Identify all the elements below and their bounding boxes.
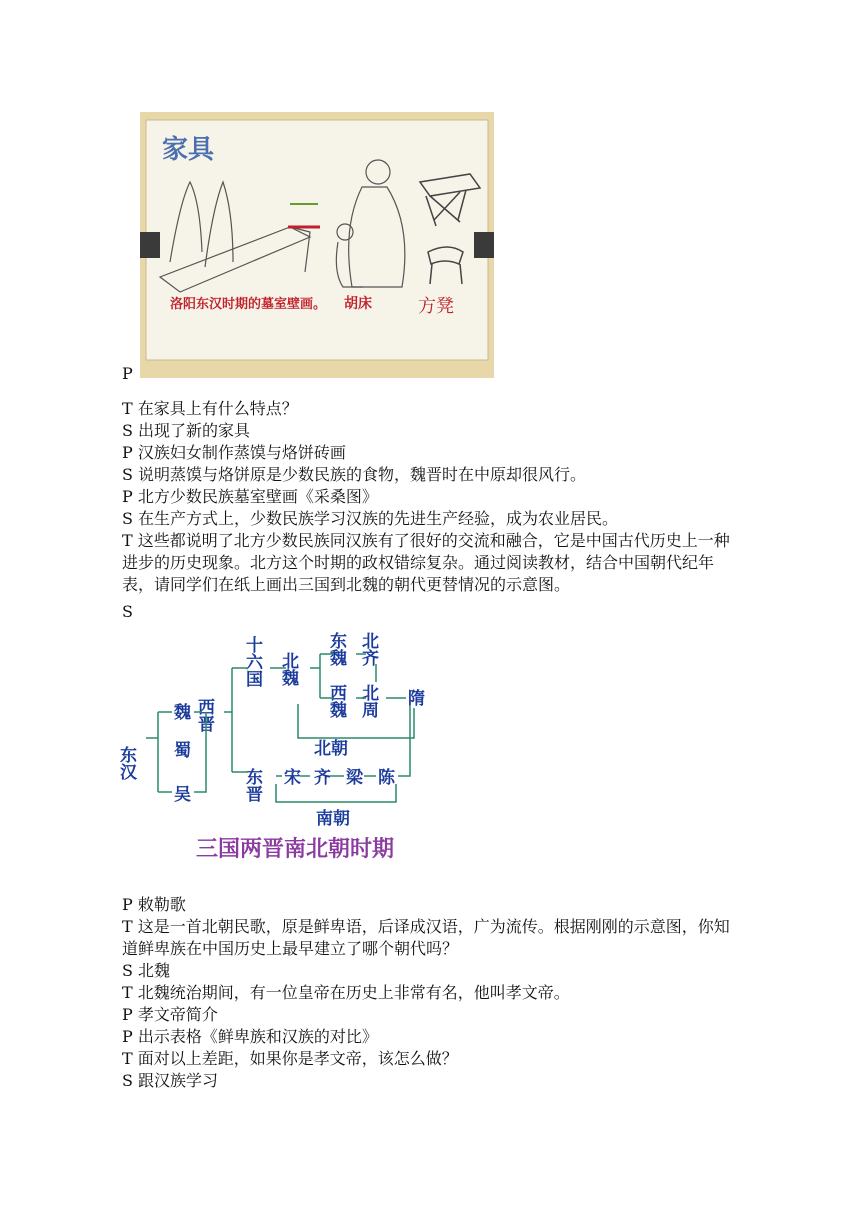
figure1-caption-mid: 胡床 [344,296,372,312]
node-shu: 蜀 [174,741,191,761]
text-line: T 在家具上有什么特点？ [122,399,298,418]
text-line: T 面对以上差距，如果你是孝文帝，该怎么做？ [122,1049,458,1068]
label-beichao: 北朝 [314,739,348,759]
node-beizhou: 北周 [358,684,378,718]
text-line: S 说明蒸馍与烙饼原是少数民族的食物，魏晋时在中原却很风行。 [122,465,587,484]
node-xijin: 西晋 [194,698,214,732]
node-donghan: 东汉 [116,746,136,780]
node-dongjin: 东晋 [242,768,262,802]
p-label: P [122,364,133,383]
text-line: T 北魏统治期间，有一位皇帝在历史上非常有名，他叫孝文帝。 [122,983,570,1002]
text-line: P 出示表格《鲜卑族和汉族的对比》 [122,1027,378,1046]
node-sui: 隋 [408,689,425,709]
node-qi: 齐 [314,768,331,788]
text-line: P 敕勒歌 [122,895,186,914]
text-line: S 跟汉族学习 [122,1071,219,1090]
text-line: S 北魏 [122,961,171,980]
node-chen: 陈 [378,768,395,788]
figure1-caption-left: 洛阳东汉时期的墓室壁画。 [170,297,327,312]
text-line: S 在生产方式上，少数民族学习汉族的先进生产经验，成为农业居民。 [122,509,619,528]
node-dongwei: 东魏 [326,632,346,666]
node-liang: 梁 [346,768,363,788]
node-xiwei: 西魏 [326,684,346,718]
text-line: P 北方少数民族墓室壁画《采桑图》 [122,487,378,506]
figure1-title: 家具 [162,135,215,165]
text-line: P 孝文帝简介 [122,1005,218,1024]
node-song: 宋 [284,768,301,788]
node-shiliuguo: 十六国 [242,636,262,687]
paragraph-t2: T 这是一首北朝民歌，原是鲜卑语，后译成汉语，广为流传。根据刚刚的示意图，你知道鲜卑族在中国历史上最早建立了哪个朝代吗？ [122,917,730,958]
diagram-banner: 三国两晋南北朝时期 [196,837,395,862]
furniture-illustration [140,112,494,378]
paragraph-t: T 这些都说明了北方少数民族同汉族有了很好的交流和融合，它是中国古代历史上一种进步的历史现象。北方这个时期的政权错综复杂。通过阅读教材，结合中国朝代纪年表，请同学们在纸上画出三国到北魏的朝代更替情况的示意图。 [122,531,730,594]
s-label: S [122,602,133,621]
label-nanchao: 南朝 [316,809,350,829]
text-line: S 出现了新的家具 [122,421,251,440]
text-line: P 汉族妇女制作蒸馍与烙饼砖画 [122,443,346,462]
dynasty-diagram [116,628,434,864]
node-wei: 魏 [174,703,191,723]
node-beiqi: 北齐 [358,632,378,666]
figure1-caption-right: 方凳 [418,296,454,317]
node-beiwei: 北魏 [278,652,298,686]
node-wu: 吴 [174,785,191,805]
